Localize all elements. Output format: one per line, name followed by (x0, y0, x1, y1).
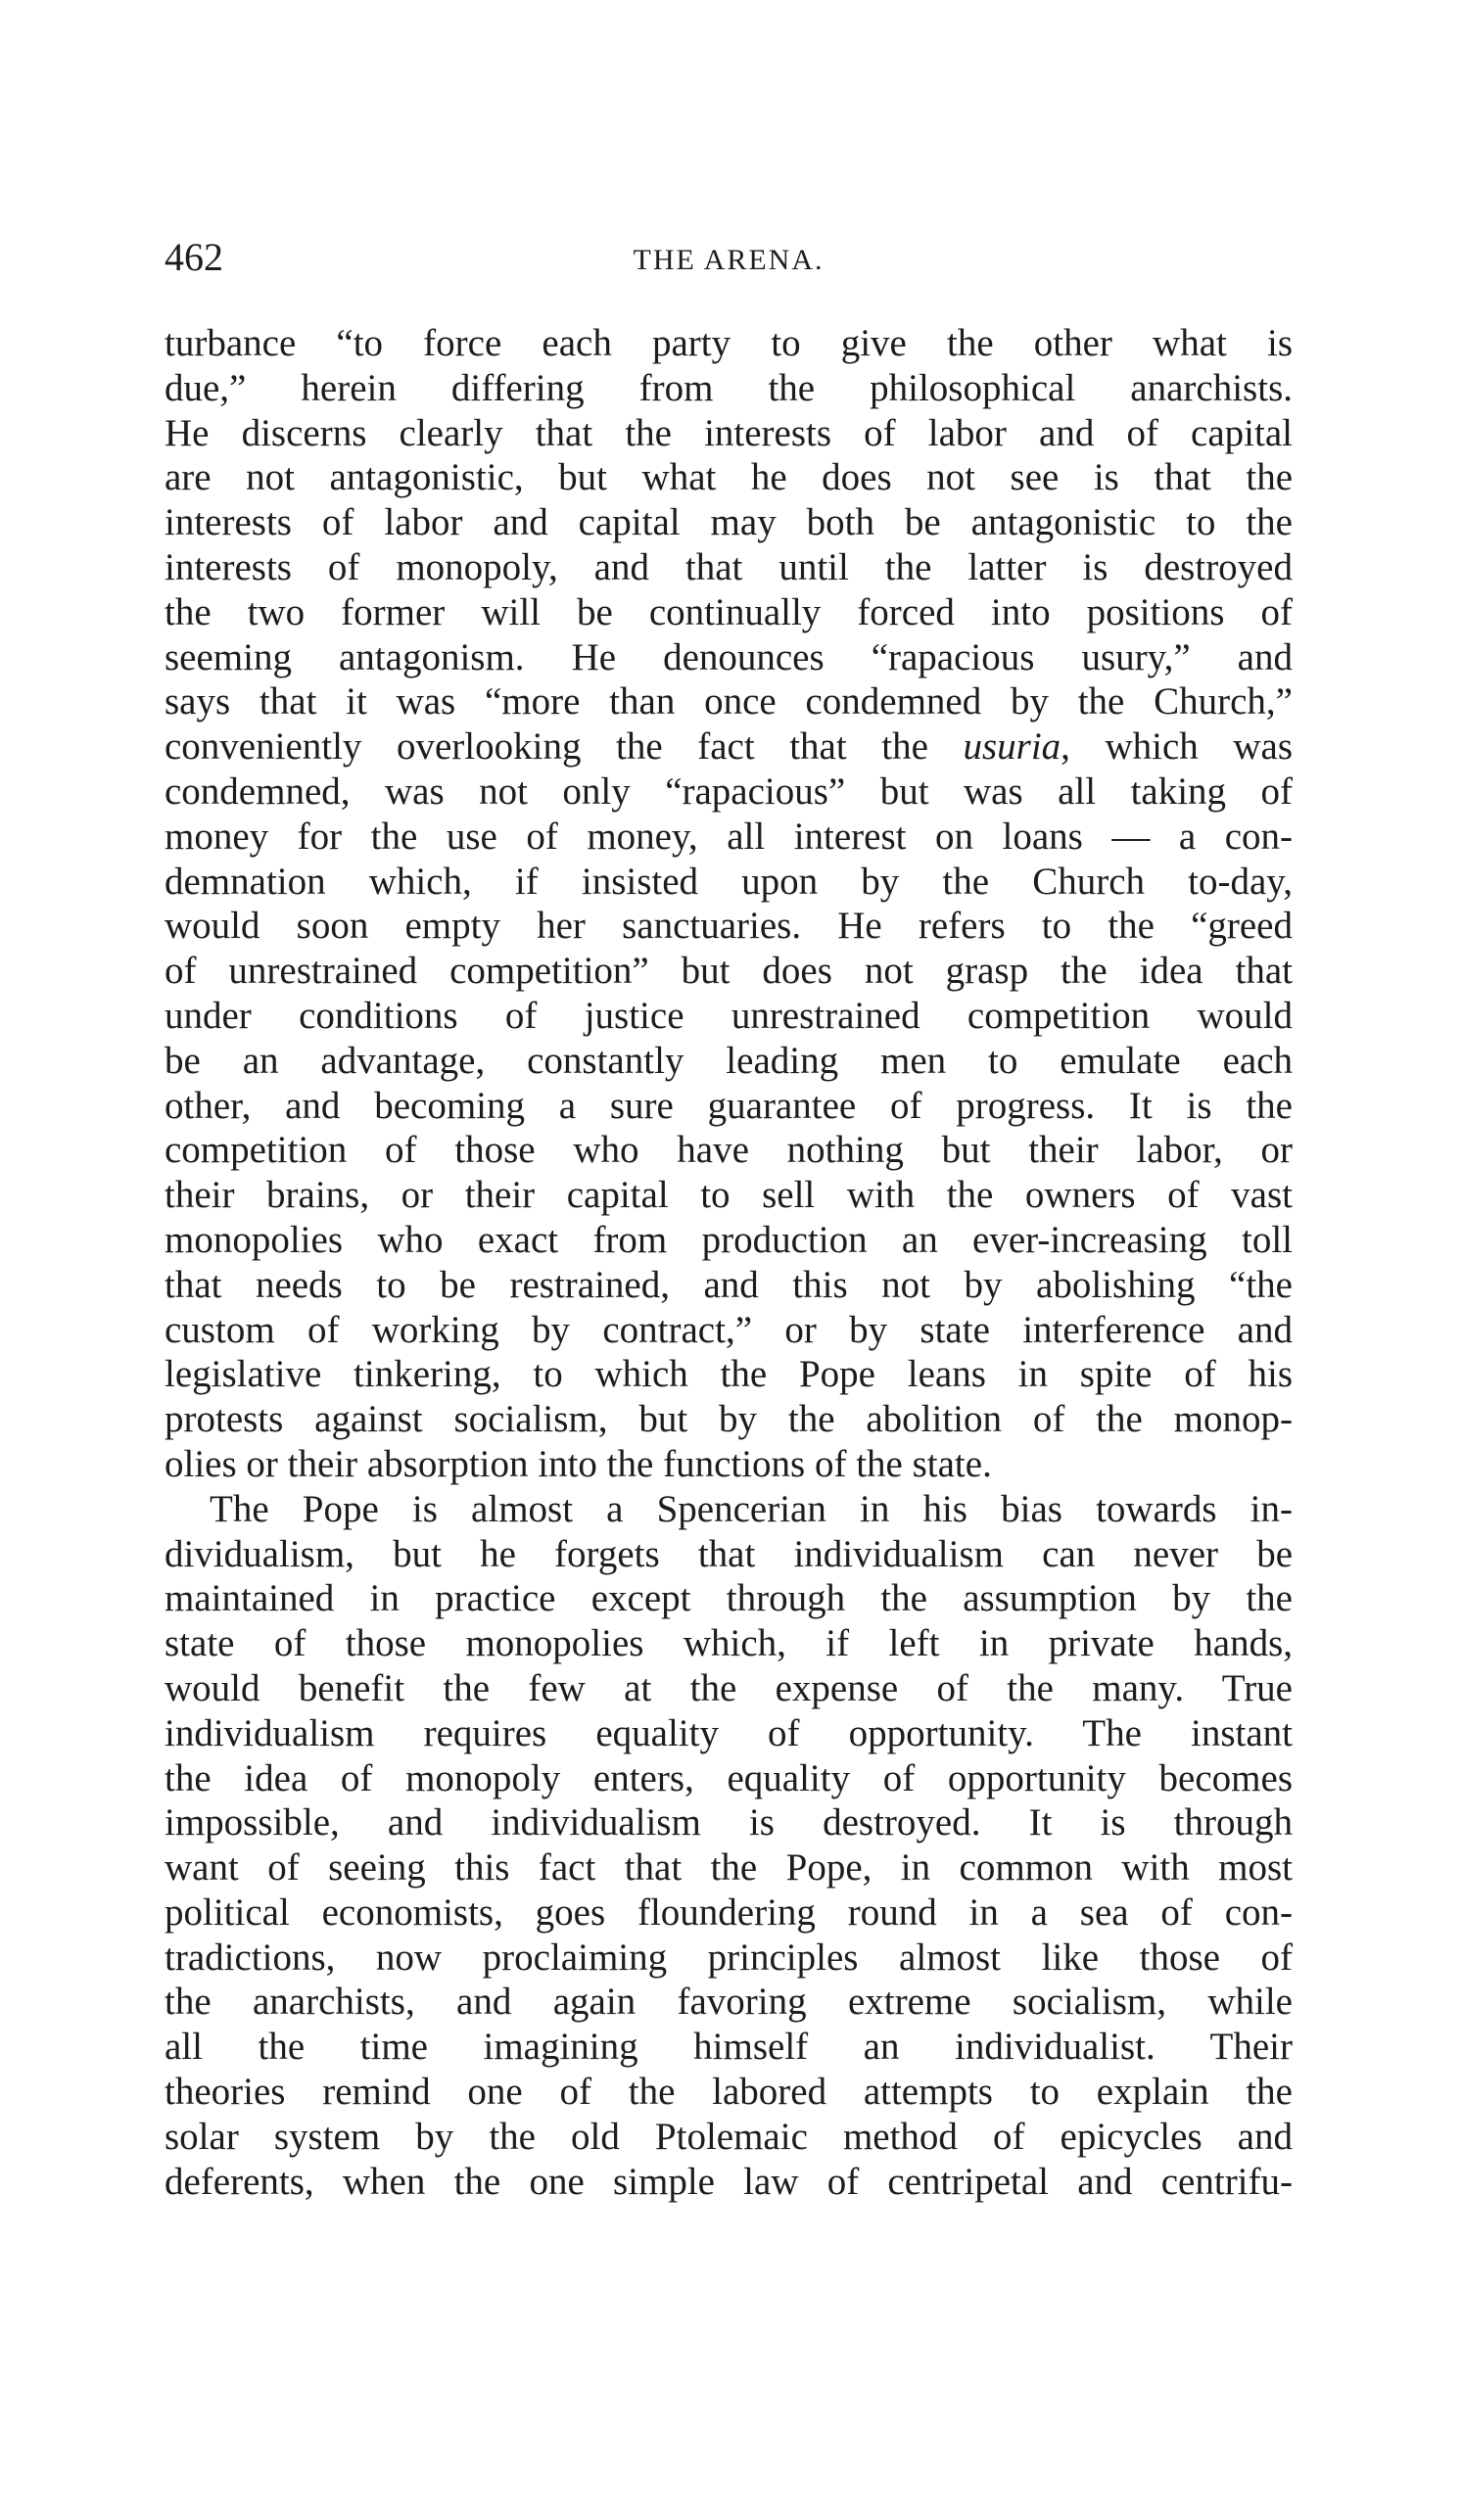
text-line: the two former will be continually forced into positions of (165, 590, 1293, 633)
text-line: dividualism, but he forgets that individualism can never be (165, 1532, 1293, 1575)
italic-word: usuria (963, 725, 1061, 769)
body-text (165, 321, 1293, 2204)
text-line: protests against socialism, but by the abolition of the monop- (165, 1398, 1293, 1441)
text-line: be an advantage, constantly leading men to emulate each (165, 1039, 1293, 1082)
text-line: legislative tinkering, to which the Pope leans in spite of his (165, 1353, 1293, 1396)
text-line: that needs to be restrained, and this not by abolishing “the (165, 1263, 1293, 1306)
page-number: 462 (165, 235, 223, 279)
text-line: maintained in practice except through the assumption by the (165, 1577, 1293, 1620)
text-line: conveniently overlooking the fact that the usuria, which was (165, 725, 1293, 769)
text-line: the anarchists, and again favoring extreme socialism, while (165, 1981, 1293, 2024)
text-line: interests of monopoly, and that until the latter is destroyed (165, 545, 1293, 588)
text-line: He discerns clearly that the interests of labor and of capital (165, 411, 1293, 454)
text-line: are not antagonistic, but what he does not see is that the (165, 456, 1293, 499)
text-line: turbance “to force each party to give the other what is (165, 322, 1293, 364)
text-line: condemned, was not only “rapacious” but was all taking of (165, 770, 1293, 813)
text-line: solar system by the old Ptolemaic method of epicycles and (165, 2115, 1293, 2158)
text-line: money for the use of money, all interest on loans — a con- (165, 815, 1293, 858)
text-line: interests of labor and capital may both be antagonistic to the (165, 501, 1293, 544)
text-line: monopolies who exact from production an ever-increasing toll (165, 1218, 1293, 1261)
text-line: individualism requires equality of opportunity. The instant (165, 1711, 1293, 1754)
text-line: the idea of monopoly enters, equality of opportunity becomes (165, 1756, 1293, 1799)
text-line: impossible, and individualism is destroyed. It is through (165, 1801, 1293, 1844)
text-line: demnation which, if insisted upon by the Church to-day, (165, 860, 1293, 903)
text-line: would benefit the few at the expense of the many. True (165, 1666, 1293, 1709)
text-line: would soon empty her sanctuaries. He refers to the “greed (165, 905, 1293, 948)
text-line: other, and becoming a sure guarantee of progress. It is the (165, 1084, 1293, 1127)
text-line: deferents, when the one simple law of centripetal and centrifu- (165, 2160, 1293, 2203)
text-line: due,” herein differing from the philosophical anarchists. (165, 366, 1293, 409)
text-line: state of those monopolies which, if left in private hands, (165, 1622, 1293, 1665)
text-line: tradictions, now proclaiming principles almost like those of (165, 1936, 1293, 1979)
running-head: THE ARENA. (633, 244, 825, 276)
text-line: custom of working by contract,” or by state interference and (165, 1308, 1293, 1351)
text-line: olies or their absorption into the functions of the state. (165, 1442, 992, 1485)
text-line: political economists, goes floundering round in a sea of con- (165, 1890, 1293, 1934)
text-line: seeming antagonism. He denounces “rapacious usury,” and (165, 635, 1293, 678)
text-line: their brains, or their capital to sell with the owners of vast (165, 1174, 1293, 1217)
text-line: of unrestrained competition” but does not grasp the idea that (165, 950, 1293, 993)
text-line: theories remind one of the labored attempts to explain the (165, 2071, 1293, 2114)
paragraph-1 (165, 321, 1293, 1487)
text-line: The Pope is almost a Spencerian in his bias towards in- (210, 1487, 1293, 1530)
page-header (165, 233, 1293, 282)
text-line: competition of those who have nothing but their labor, or (165, 1129, 1293, 1172)
text-line: under conditions of justice unrestrained competition would (165, 994, 1293, 1037)
text-line: says that it was “more than once condemned by the Church,” (165, 680, 1293, 723)
text-line: all the time imagining himself an individualist. Their (165, 2026, 1293, 2069)
paragraph-2 (165, 1487, 1293, 2205)
text-line: want of seeing this fact that the Pope, in common with most (165, 1846, 1293, 1890)
